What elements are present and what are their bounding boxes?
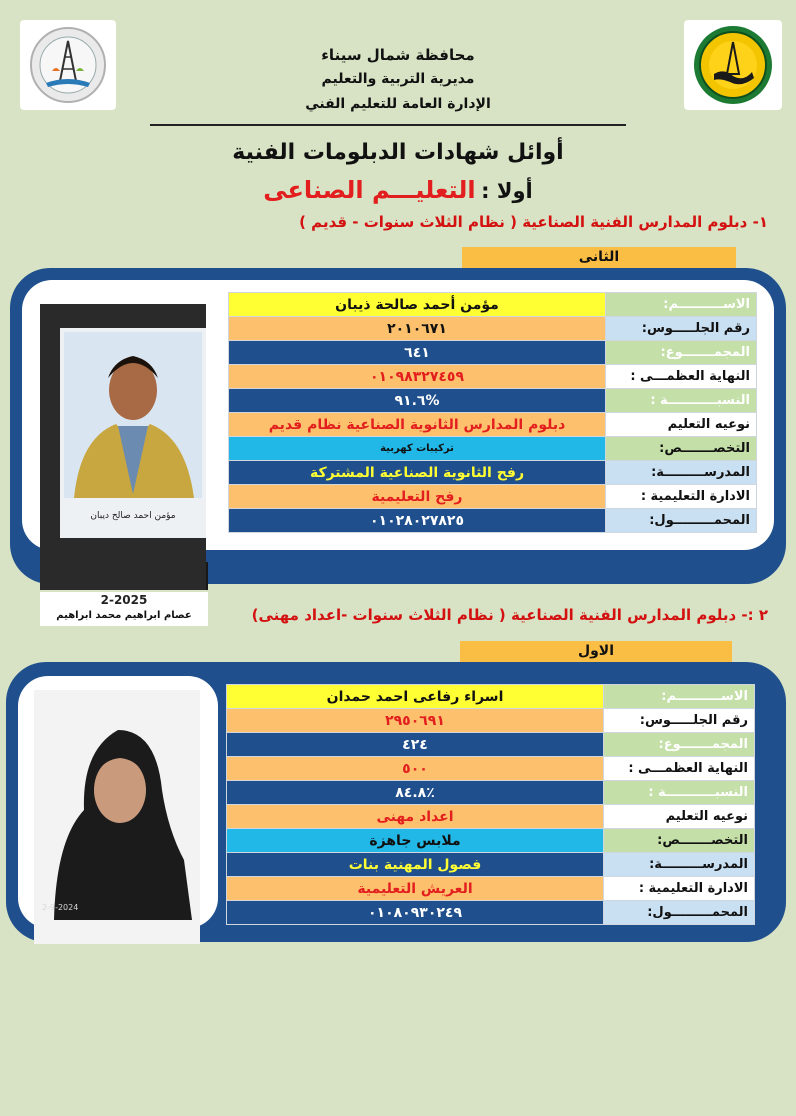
subtitle-main: التعليـــم الصناعى [263,176,476,204]
header-divider [150,124,626,126]
signature-year: 2-2025 [100,593,148,607]
student-portrait-icon [40,304,206,590]
mobile-value: ٠١٠٨٠٩٣٠٢٤٩ [227,901,604,925]
name-label: الاســــــــــم: [606,293,757,317]
section-1-info-table [228,292,757,533]
total-label: المجمـــــــوع: [604,733,755,757]
education-type-label: نوعيه التعليم [604,805,755,829]
section-2-rank: الاول [460,641,732,662]
max-score-value: ٠١٠٩٨٣٢٧٤٥٩ [229,365,606,389]
max-score-label: النهاية العظمـــى : [606,365,757,389]
percentage-value: ٪٨٤.٨ [227,781,604,805]
table-row [227,877,755,901]
student-portrait-icon [34,690,200,944]
table-row [227,757,755,781]
max-score-label: النهاية العظمـــى : [604,757,755,781]
signature-name: عصام ابراهيم محمد ابراهيم [56,610,192,621]
table-row [229,389,757,413]
section-2-student-photo [34,690,200,944]
total-label: المجمـــــــوع: [606,341,757,365]
section-1-student-photo [40,304,206,590]
section-2-info-table [226,684,755,925]
name-value: اسراء رفاعى احمد حمدان [227,685,604,709]
table-row [227,709,755,733]
table-row [229,293,757,317]
specialization-value: تركيبات كهربية [229,437,606,461]
photo-date: 2-9-2024 [42,903,79,912]
administration-label: الادارة التعليمية : [604,877,755,901]
education-type-value: دبلوم المدارس الثانوية الصناعية نظام قديم [229,413,606,437]
section-1-heading: ١- دبلوم المدارس الفنية الصناعية ( نظام الثلاث سنوات - قديم ) [299,213,768,231]
school-label: المدرســـــــــة: [606,461,757,485]
name-label: الاســــــــــم: [604,685,755,709]
seat-number-value: ٢٠١٠٦٧١ [229,317,606,341]
percentage-value: %٩١.٦ [229,389,606,413]
table-row [229,461,757,485]
specialization-label: التخصـــــــص: [606,437,757,461]
percentage-label: النسبـــــــــــة : [604,781,755,805]
table-row [227,733,755,757]
mobile-label: المحمـــــــــول: [606,509,757,533]
max-score-value: ٥٠٠ [227,757,604,781]
table-row [229,485,757,509]
table-row [227,781,755,805]
page-title: أوائل شهادات الدبلومات الفنية [232,140,564,165]
seat-number-label: رقم الجلـــــوس: [604,709,755,733]
administration-value: رفح التعليمية [229,485,606,509]
oil-rig-logo-icon [26,25,110,105]
specialization-label: التخصـــــــص: [604,829,755,853]
table-row [227,853,755,877]
subtitle-prefix: أولا : [481,179,533,203]
photo-caption: مؤمن احمد صالح ديبان [90,511,176,521]
sinai-emblem-icon [690,24,776,106]
total-value: ٦٤١ [229,341,606,365]
mobile-value: ٠١٠٢٨٠٢٧٨٢٥ [229,509,606,533]
administration-label: الادارة التعليمية : [606,485,757,509]
total-value: ٤٢٤ [227,733,604,757]
school-value: رفح الثانوية الصناعية المشتركة [229,461,606,485]
governorate-name: محافظة شمال سيناء [321,46,475,64]
seat-number-label: رقم الجلـــــوس: [606,317,757,341]
section-2-heading: ٢ :- دبلوم المدارس الفنية الصناعية ( نظام الثلاث سنوات -اعداد مهنى) [251,606,768,624]
table-row [227,685,755,709]
administration-name: الإدارة العامة للتعليم الفني [305,96,491,112]
table-row [227,829,755,853]
signature-block [40,592,208,626]
table-row [229,317,757,341]
mobile-label: المحمـــــــــول: [604,901,755,925]
page-subtitle [0,176,796,204]
table-row [229,365,757,389]
table-row [229,509,757,533]
table-row [227,805,755,829]
table-row [229,437,757,461]
education-type-value: اعداد مهنى [227,805,604,829]
specialization-value: ملابس جاهزة [227,829,604,853]
seat-number-value: ٢٩٥٠٦٩١ [227,709,604,733]
education-type-label: نوعيه التعليم [606,413,757,437]
name-value: مؤمن أحمد صالحة ذيبان [229,293,606,317]
table-row [229,341,757,365]
percentage-label: النسبـــــــــــة : [606,389,757,413]
table-row [229,413,757,437]
school-label: المدرســـــــــة: [604,853,755,877]
school-value: فصول المهنية بنات [227,853,604,877]
directorate-name: مديرية التربية والتعليم [321,71,475,87]
administration-value: العريش التعليمية [227,877,604,901]
table-row [227,901,755,925]
section-1-rank: الثانى [462,247,736,268]
